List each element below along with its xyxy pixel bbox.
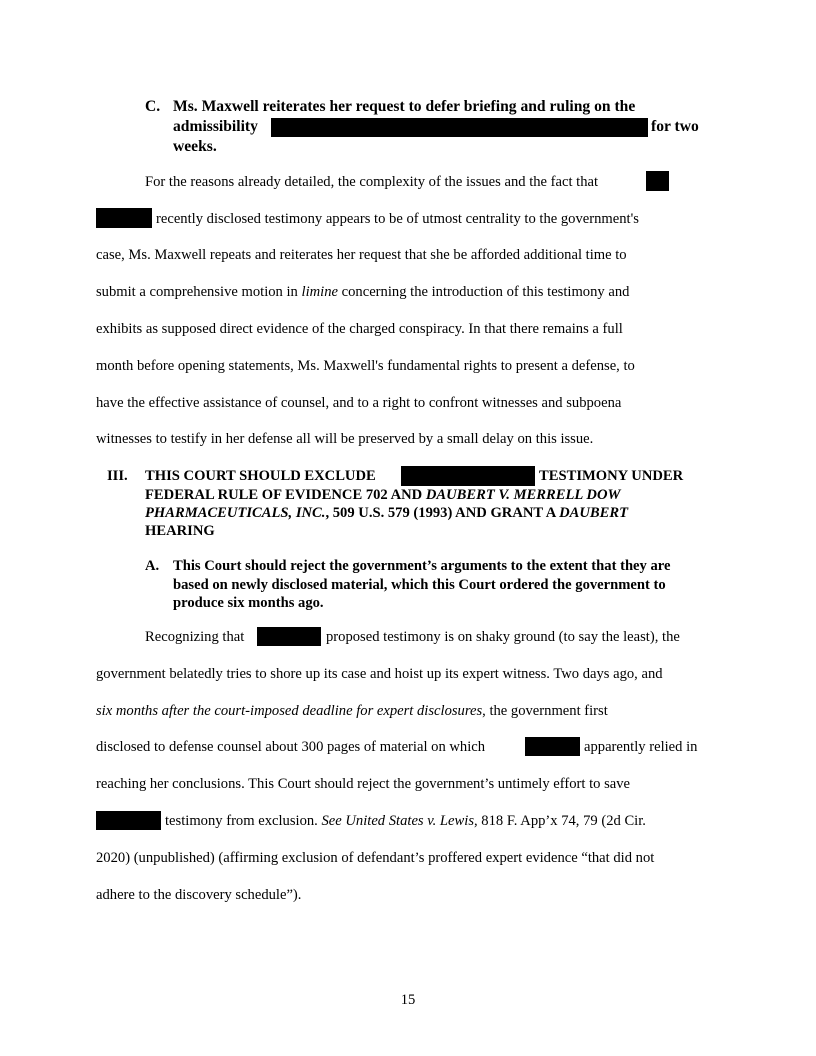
para2-line-1-start: Recognizing that <box>145 629 245 645</box>
section-a-line-1: This Court should reject the government’s arguments to the extent that they are <box>173 558 671 574</box>
section-iii-line-3: PHARMACEUTICALS, INC., 509 U.S. 579 (1993) AND GRANT A DAUBERT <box>145 505 629 521</box>
para1-line-2: recently disclosed testimony appears to be of utmost centrality to the government's <box>156 211 639 227</box>
redaction-box <box>271 118 648 137</box>
section-iii-line-2: FEDERAL RULE OF EVIDENCE 702 AND DAUBERT V. MERRELL DOW <box>145 487 621 503</box>
para1-line-7: have the effective assistance of counsel, and to a right to confront witnesses and subpoena <box>96 395 622 411</box>
redaction-box <box>401 466 535 486</box>
redaction-box <box>525 737 580 756</box>
section-c-line-1: Ms. Maxwell reiterates her request to defer briefing and ruling on the <box>173 98 636 115</box>
para2-line-1-end: proposed testimony is on shaky ground (to say the least), the <box>326 629 680 645</box>
redaction-box <box>96 208 152 228</box>
section-a-line-2: based on newly disclosed material, which this Court ordered the government to <box>173 577 666 593</box>
para1-line-8: witnesses to testify in her defense all will be preserved by a small delay on this issue. <box>96 431 594 447</box>
page-number: 15 <box>400 992 416 1008</box>
para2-line-4-start: disclosed to defense counsel about 300 pages of material on which <box>96 739 486 755</box>
section-c-line-2-end: for two <box>651 118 699 135</box>
section-c-label: C. <box>145 98 161 115</box>
redaction-box <box>646 171 669 191</box>
para1-line-1: For the reasons already detailed, the complexity of the issues and the fact that <box>145 174 599 190</box>
para2-line-8: adhere to the discovery schedule”). <box>96 887 302 903</box>
redaction-box <box>96 811 161 830</box>
section-iii-label: III. <box>107 468 128 484</box>
para2-line-5: reaching her conclusions. This Court should reject the government’s untimely effort to save <box>96 776 631 792</box>
para1-line-3: case, Ms. Maxwell repeats and reiterates her request that she be afforded additional time to <box>96 247 627 263</box>
para2-line-2: government belatedly tries to shore up its case and hoist up its expert witness. Two days ago, and <box>96 666 663 682</box>
section-a-label: A. <box>145 558 160 574</box>
para1-line-5: exhibits as supposed direct evidence of the charged conspiracy. In that there remains a full <box>96 321 623 337</box>
para2-line-7: 2020) (unpublished) (affirming exclusion of defendant’s proffered expert evidence “that did not <box>96 850 655 866</box>
section-a-line-3: produce six months ago. <box>173 595 324 611</box>
section-iii-line-1-end: TESTIMONY UNDER <box>539 468 684 484</box>
section-c-line-3: weeks. <box>173 138 217 155</box>
para2-line-6: testimony from exclusion. See United States v. Lewis, 818 F. App’x 74, 79 (2d Cir. <box>165 813 646 829</box>
para1-line-6: month before opening statements, Ms. Maxwell's fundamental rights to present a defense, to <box>96 358 635 374</box>
redaction-box <box>257 627 321 646</box>
section-c-line-2-start: admissibility <box>173 118 258 135</box>
section-iii-line-4: HEARING <box>145 523 215 539</box>
para2-line-4-end: apparently relied in <box>584 739 698 755</box>
para2-line-3: six months after the court-imposed deadline for expert disclosures, the government first <box>96 703 608 719</box>
para1-line-4: submit a comprehensive motion in limine concerning the introduction of this testimony and <box>96 284 630 300</box>
section-iii-line-1-start: THIS COURT SHOULD EXCLUDE <box>145 468 376 484</box>
